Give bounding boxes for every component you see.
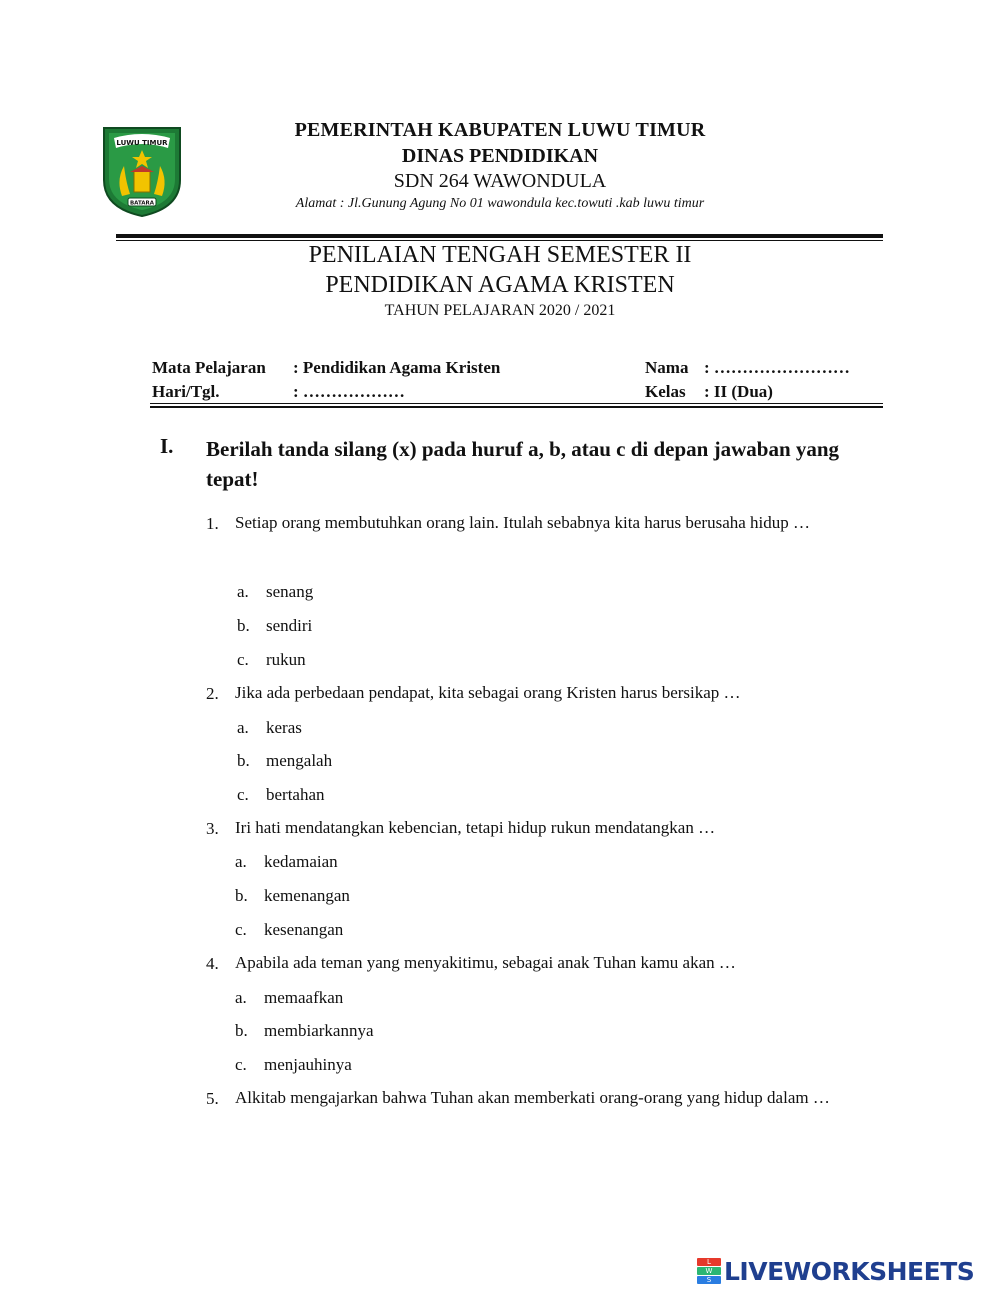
department-name: DINAS PENDIDIKAN: [401, 145, 599, 167]
exam-subject-title: PENDIDIKAN AGAMA KRISTEN: [325, 272, 675, 298]
option-letter[interactable]: b.: [237, 751, 250, 770]
option-text[interactable]: kesenangan: [264, 920, 344, 939]
date-field[interactable]: : ………………: [293, 382, 405, 401]
option-letter[interactable]: c.: [235, 920, 247, 939]
option-text[interactable]: sendiri: [266, 616, 313, 635]
option-letter[interactable]: a.: [237, 582, 249, 601]
class-label: Kelas: [645, 382, 686, 401]
logo-motto: BATARA: [129, 200, 155, 207]
section-instruction: Berilah tanda silang (x) pada huruf a, b, atau c di depan jawaban yang tepat!: [206, 437, 840, 491]
option-text[interactable]: keras: [266, 718, 302, 737]
option-text[interactable]: kemenangan: [264, 886, 350, 905]
letterhead-divider-thin: [116, 240, 883, 241]
option-letter[interactable]: c.: [237, 650, 249, 669]
class-value: : II (Dua): [704, 382, 773, 401]
question-number: 5.: [206, 1089, 219, 1108]
school-name: SDN 264 WAWONDULA: [393, 170, 607, 192]
option-letter[interactable]: c.: [237, 785, 249, 804]
name-field[interactable]: : ……………………: [704, 358, 850, 377]
option-letter[interactable]: b.: [235, 1021, 248, 1040]
info-divider: [150, 403, 883, 404]
academic-year: TAHUN PELAJARAN 2020 / 2021: [384, 302, 616, 319]
question-text: Setiap orang membutuhkan orang lain. Itulah sebabnya kita harus berusaha hidup …: [235, 513, 811, 532]
option-letter[interactable]: c.: [235, 1055, 247, 1074]
school-address: Alamat : Jl.Gunung Agung No 01 wawondula kec.towuti .kab luwu timur: [295, 196, 705, 211]
liveworksheets-logo-icon: [697, 1258, 721, 1284]
option-text[interactable]: menjauhinya: [264, 1055, 352, 1074]
liveworksheets-brand[interactable]: [697, 1256, 974, 1286]
option-letter[interactable]: b.: [237, 616, 250, 635]
option-text[interactable]: mengalah: [266, 751, 333, 770]
name-label: Nama: [645, 358, 689, 377]
option-text[interactable]: bertahan: [266, 785, 325, 804]
brand-icon-letter: S: [697, 1276, 721, 1284]
question-text: Jika ada perbedaan pendapat, kita sebagai orang Kristen harus bersikap …: [235, 683, 741, 702]
section-number: I.: [160, 434, 174, 458]
exam-title: PENILAIAN TENGAH SEMESTER II: [308, 242, 692, 268]
option-letter[interactable]: b.: [235, 886, 248, 905]
info-divider-bold: [150, 406, 883, 408]
date-label: Hari/Tgl.: [152, 382, 220, 401]
government-name: PEMERINTAH KABUPATEN LUWU TIMUR: [294, 119, 706, 141]
brand-icon-letter: L: [697, 1258, 721, 1266]
question-text: Alkitab mengajarkan bahwa Tuhan akan memberkati orang-orang yang hidup dalam …: [235, 1088, 830, 1107]
brand-icon-letter: W: [697, 1267, 721, 1275]
letterhead-divider-thick: [116, 234, 883, 238]
subject-label: Mata Pelajaran: [152, 358, 266, 377]
brand-text: LIVEWORKSHEETS: [724, 1256, 975, 1286]
subject-value: : Pendidikan Agama Kristen: [293, 358, 501, 377]
option-text[interactable]: rukun: [266, 650, 306, 669]
district-logo: [100, 124, 184, 218]
option-letter[interactable]: a.: [235, 988, 247, 1007]
question-number: 2.: [206, 684, 219, 703]
question-text: Iri hati mendatangkan kebencian, tetapi hidup rukun mendatangkan …: [235, 818, 716, 837]
logo-text: LUWU TIMUR: [116, 139, 168, 147]
option-text[interactable]: membiarkannya: [264, 1021, 374, 1040]
question-text: Apabila ada teman yang menyakitimu, sebagai anak Tuhan kamu akan …: [235, 953, 736, 972]
question-number: 3.: [206, 819, 219, 838]
option-letter[interactable]: a.: [237, 718, 249, 737]
question-number: 4.: [206, 954, 219, 973]
option-text[interactable]: senang: [266, 582, 314, 601]
option-text[interactable]: memaafkan: [264, 988, 344, 1007]
option-text[interactable]: kedamaian: [264, 852, 338, 871]
question-number: 1.: [206, 514, 219, 533]
option-letter[interactable]: a.: [235, 852, 247, 871]
